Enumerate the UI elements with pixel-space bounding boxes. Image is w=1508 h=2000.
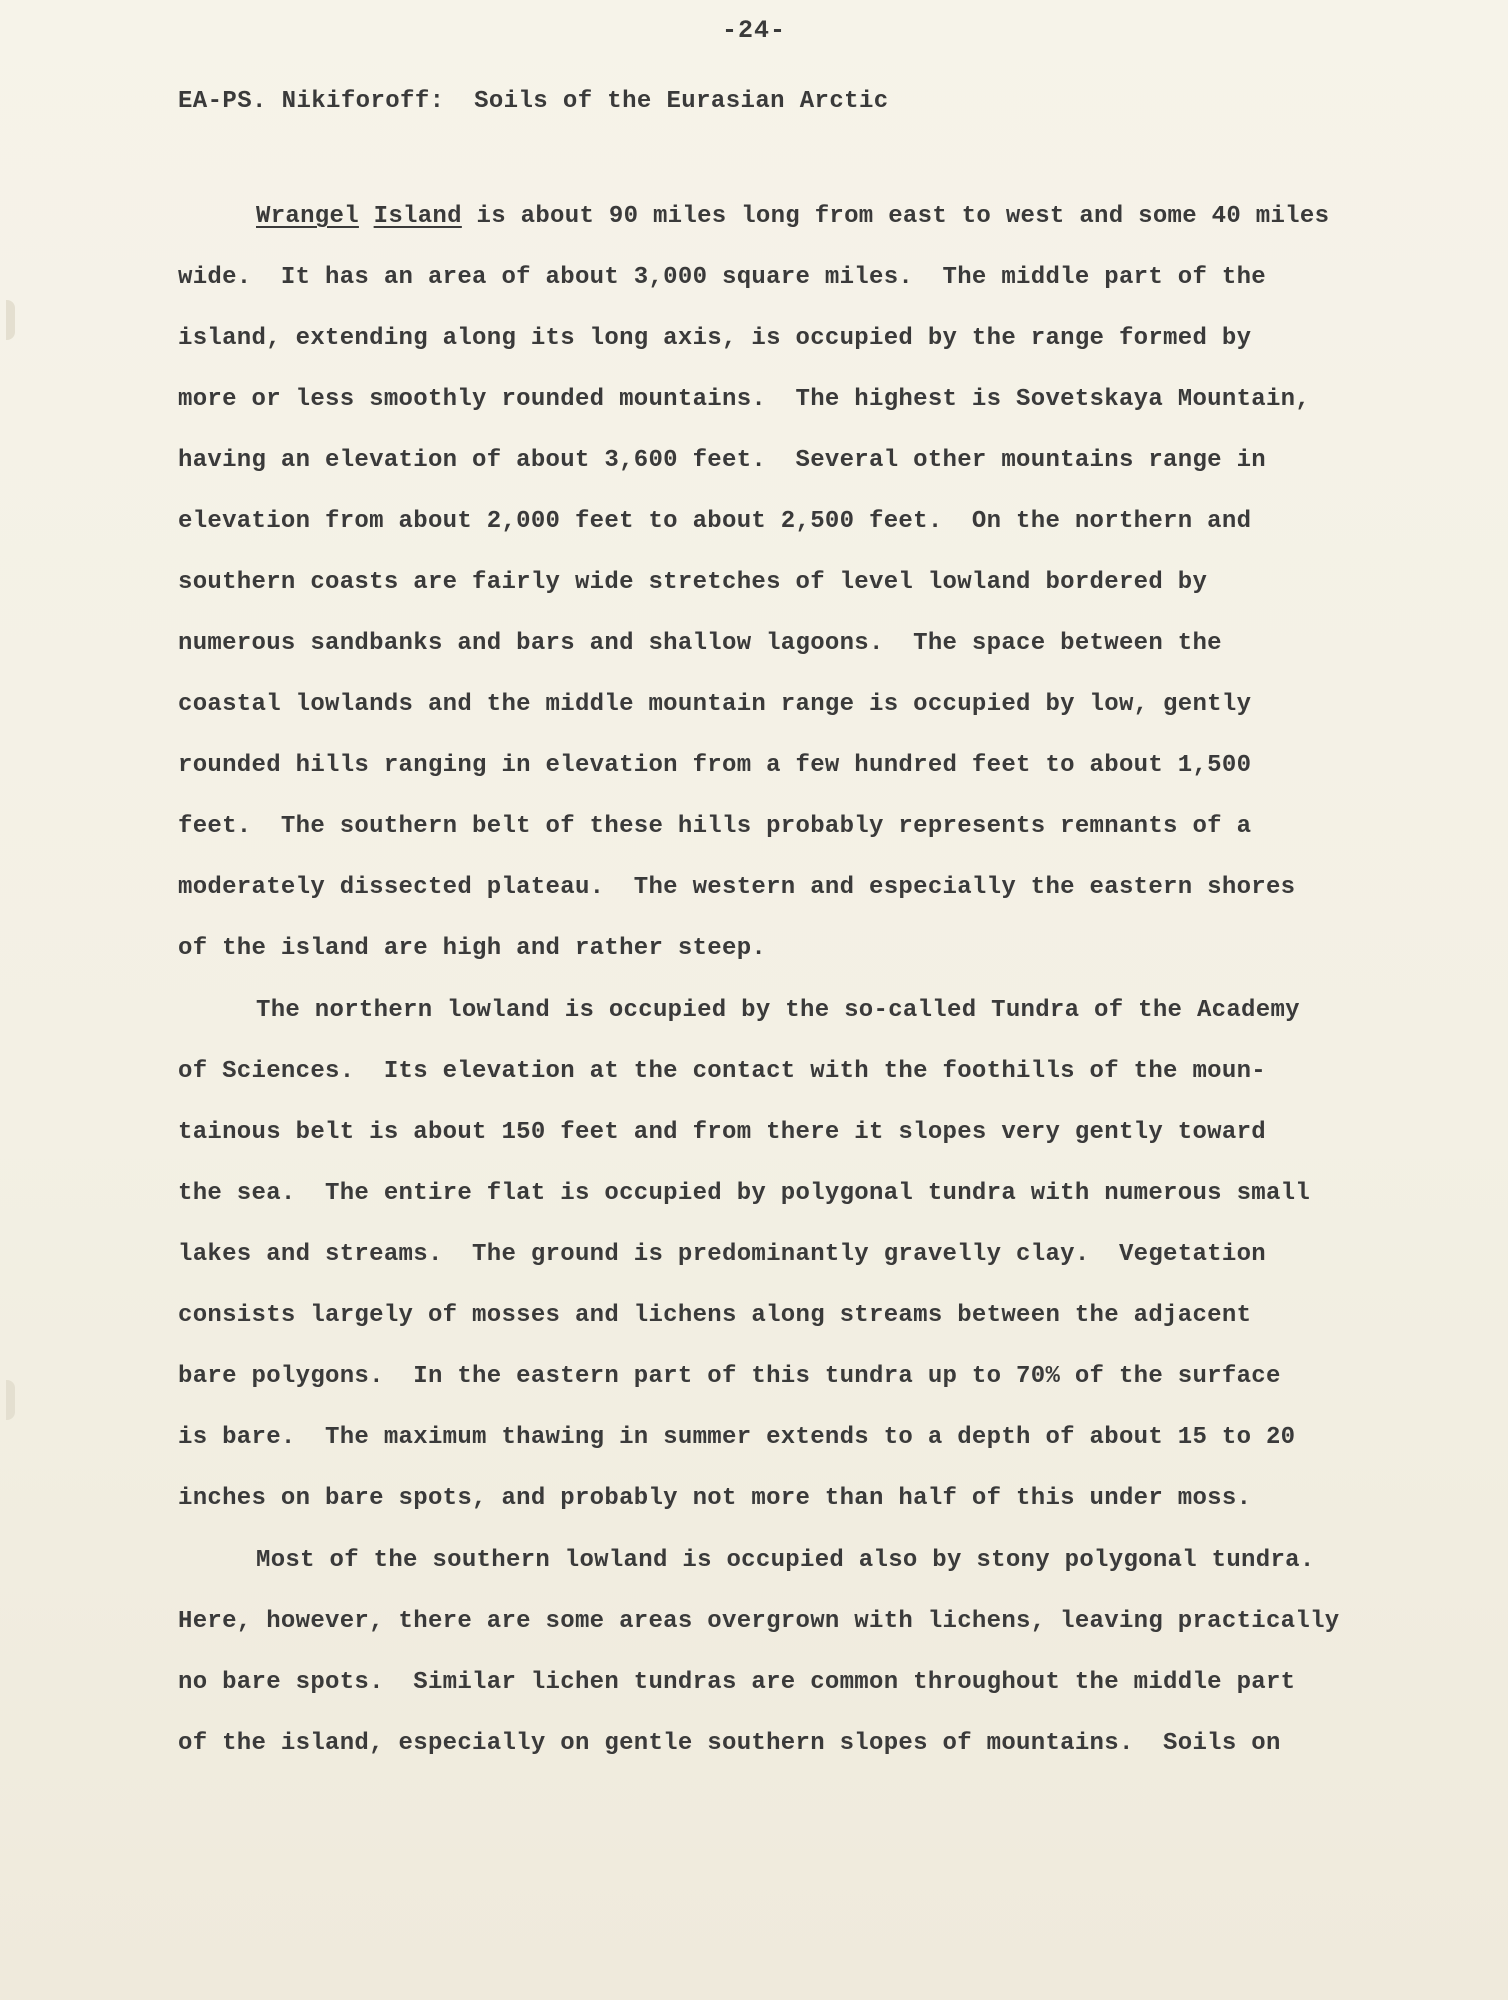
text-line: of the island, especially on gentle southern slopes of mountains. Soils on [178, 1730, 1281, 1757]
binder-hole [6, 1380, 15, 1420]
text-line: inches on bare spots, and probably not more than half of this under moss. [178, 1485, 1252, 1512]
paragraph-3 [178, 1530, 1408, 1774]
text-line: consists largely of mosses and lichens along streams between the adjacent [178, 1302, 1252, 1329]
text-line: wide. It has an area of about 3,000 square miles. The middle part of the [178, 264, 1266, 291]
text-line: lakes and streams. The ground is predominantly gravelly clay. Vegetation [178, 1241, 1266, 1268]
underlined-place-name: Island [373, 203, 462, 230]
text-line: feet. The southern belt of these hills probably represents remnants of a [178, 813, 1252, 840]
paragraph-1 [178, 186, 1408, 979]
text-line: tainous belt is about 150 feet and from there it slopes very gently toward [178, 1119, 1266, 1146]
text-line: elevation from about 2,000 feet to about 2,500 feet. On the northern and [178, 508, 1252, 535]
header-code: EA-PS. [178, 88, 267, 115]
text-line: numerous sandbanks and bars and shallow lagoons. The space between the [178, 630, 1222, 657]
text-line: rounded hills ranging in elevation from a few hundred feet to about 1,500 [178, 752, 1252, 779]
paragraph-2 [178, 980, 1408, 1529]
text-line: having an elevation of about 3,600 feet. Several other mountains range in [178, 447, 1266, 474]
text-line: of the island are high and rather steep. [178, 935, 767, 962]
page-number: -24- [721, 16, 786, 45]
header-title: Soils of the Eurasian Arctic [474, 88, 889, 115]
text-line: southern coasts are fairly wide stretches of level lowland bordered by [178, 569, 1208, 596]
text-line: island, extending along its long axis, is occupied by the range formed by [178, 325, 1252, 352]
binder-hole [6, 300, 15, 340]
text-line: Here, however, there are some areas overgrown with lichens, leaving practically [178, 1608, 1340, 1635]
text-line: no bare spots. Similar lichen tundras are common throughout the middle part [178, 1669, 1296, 1696]
underlined-place-name: Wrangel [256, 203, 359, 230]
text-line: of Sciences. Its elevation at the contact with the foothills of the moun- [178, 1058, 1266, 1085]
paragraph-first-line [178, 186, 1408, 247]
text-line: the sea. The entire flat is occupied by polygonal tundra with numerous small [178, 1180, 1311, 1207]
text-line: moderately dissected plateau. The western and especially the eastern shores [178, 874, 1296, 901]
text-run: is about 90 miles long from east to west and some 40 miles [461, 203, 1330, 230]
text-line: bare polygons. In the eastern part of this tundra up to 70% of the surface [178, 1363, 1281, 1390]
header-author: Nikiforoff: [281, 88, 445, 115]
text-line: is bare. The maximum thawing in summer extends to a depth of about 15 to 20 [178, 1424, 1296, 1451]
text-line: The northern lowland is occupied by the so-called Tundra of the Academy [256, 997, 1300, 1024]
document-header [178, 88, 889, 115]
text-line: Most of the southern lowland is occupied also by stony polygonal tundra. [256, 1547, 1315, 1574]
text-line: coastal lowlands and the middle mountain range is occupied by low, gently [178, 691, 1252, 718]
text-line: more or less smoothly rounded mountains. The highest is Sovetskaya Mountain, [178, 386, 1311, 413]
